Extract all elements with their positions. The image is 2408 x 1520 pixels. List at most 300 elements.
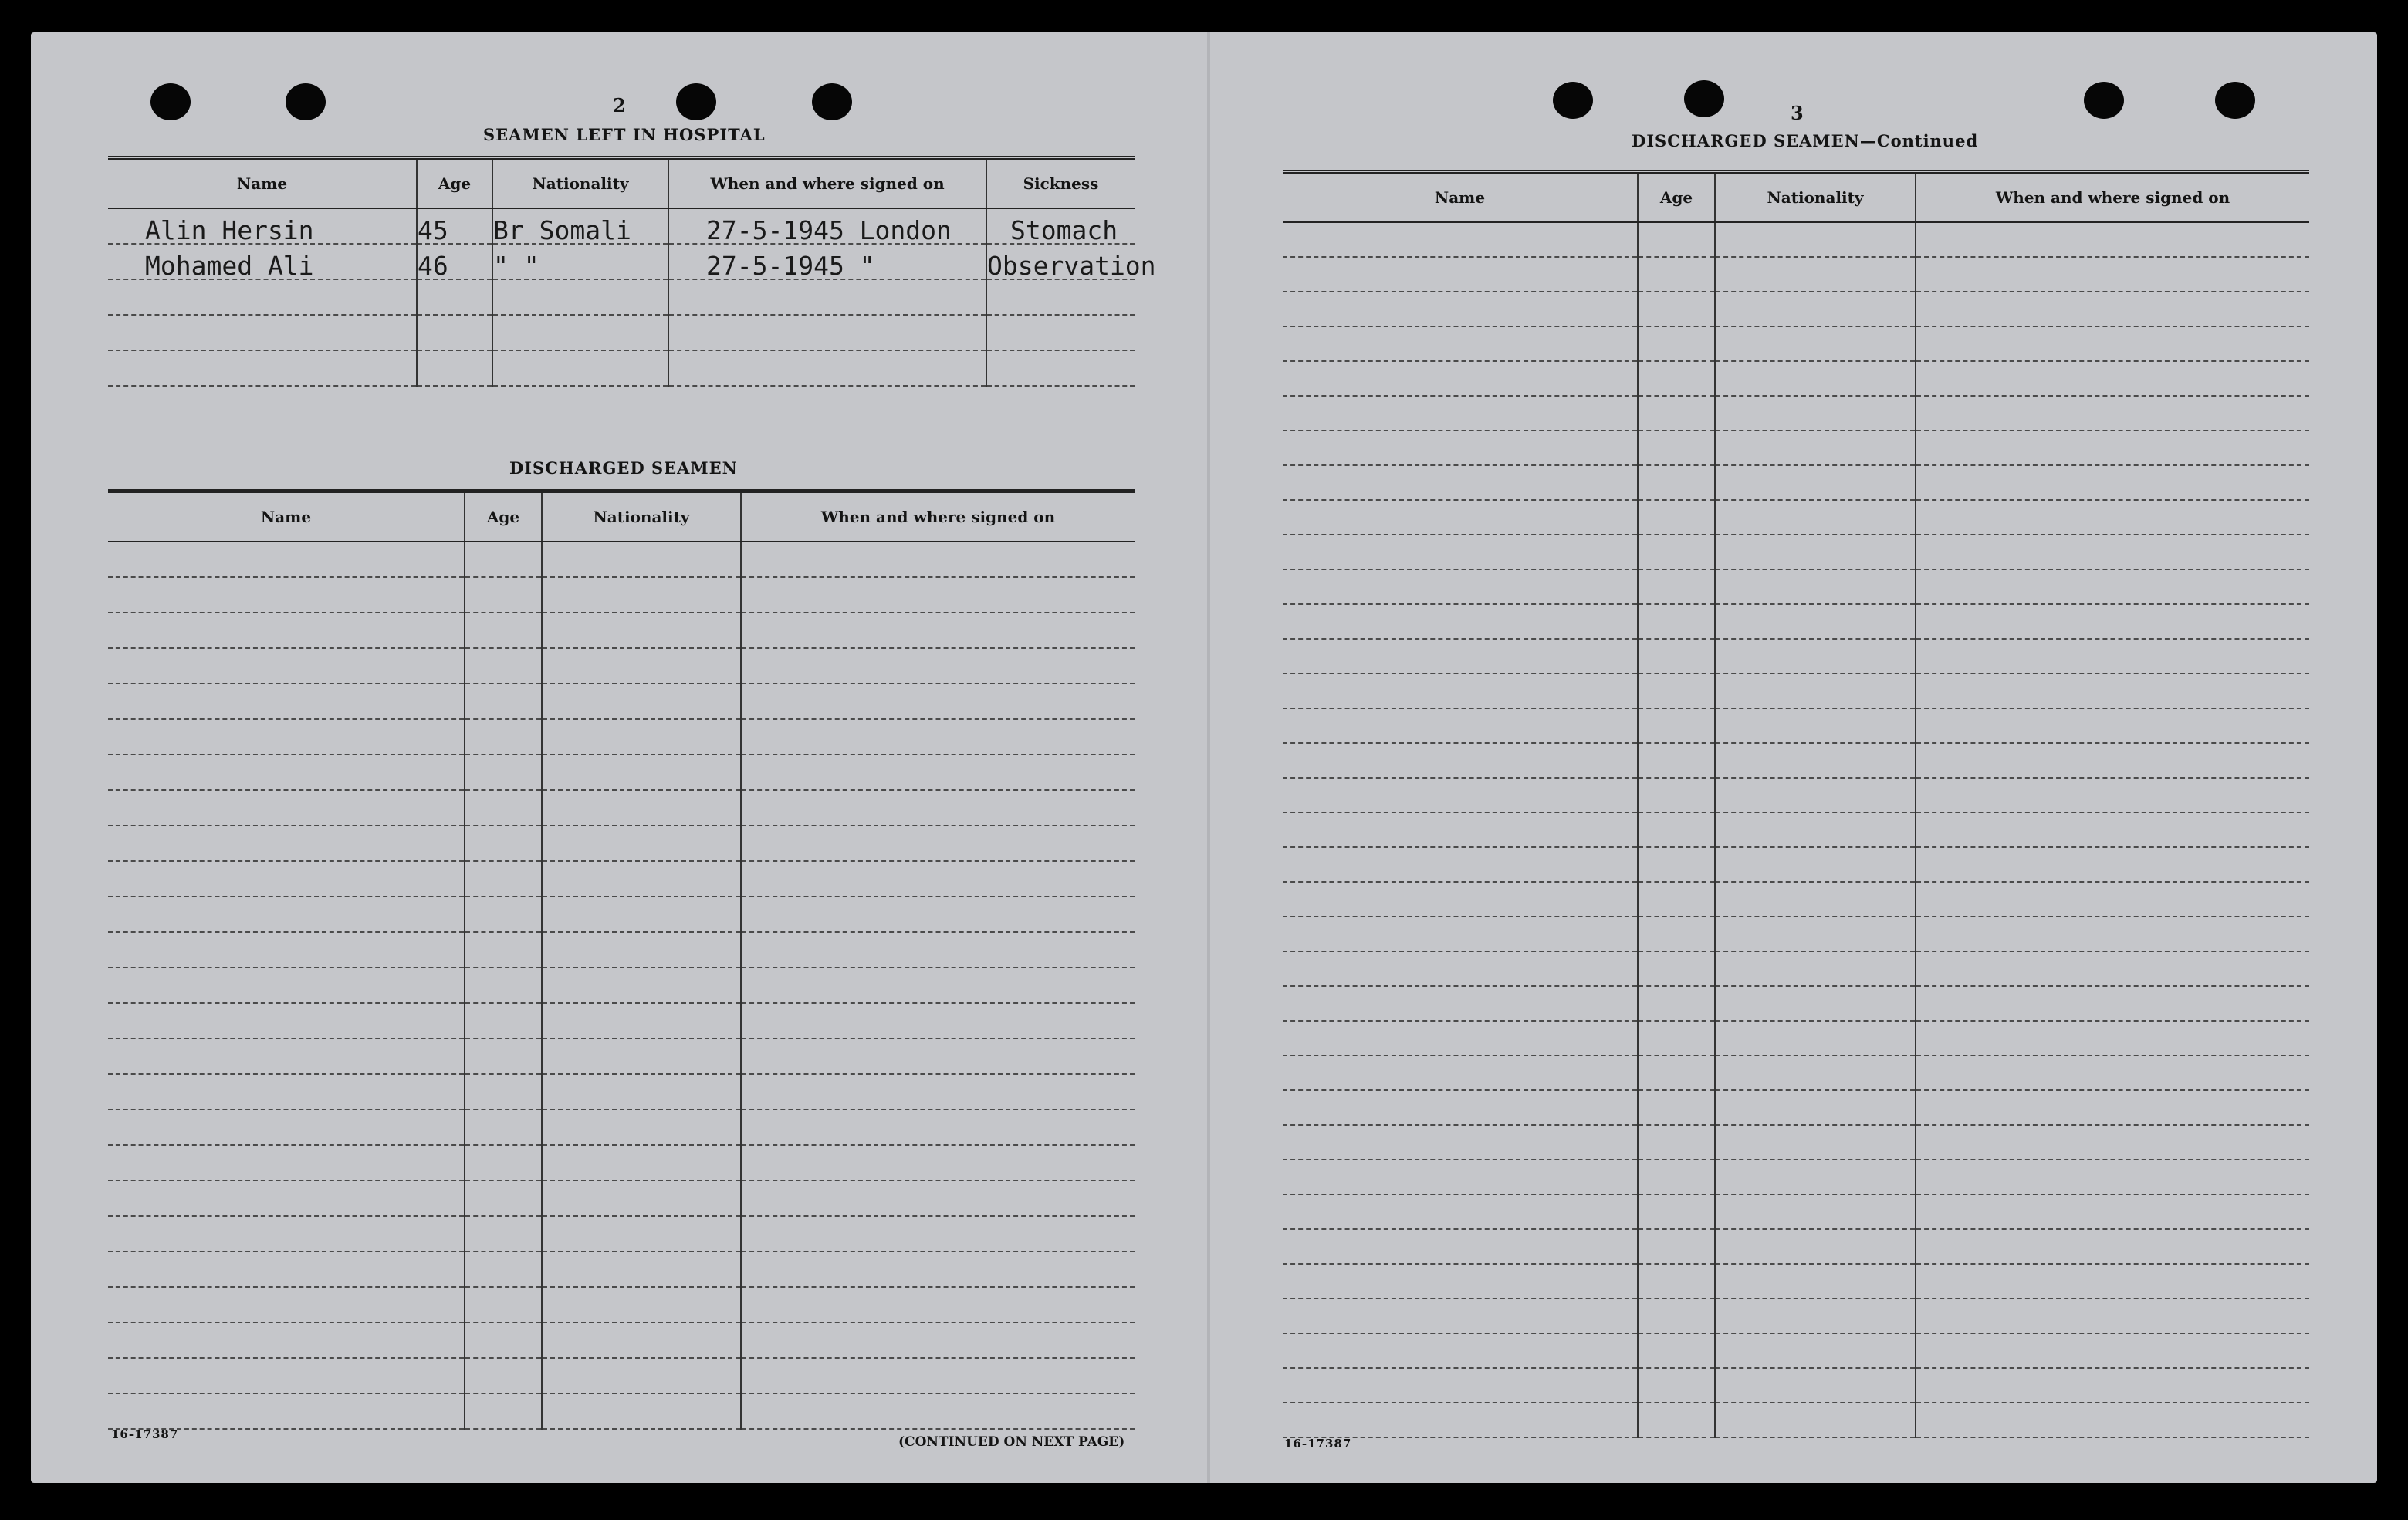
empty-cell: [542, 1145, 741, 1181]
empty-cell: [465, 1287, 542, 1322]
seaman-name: Mohamed Ali: [108, 244, 417, 279]
empty-cell: [741, 1074, 1135, 1110]
hospital-header-row: [108, 158, 1135, 209]
table-row: [1283, 292, 2309, 326]
empty-cell: [1916, 604, 2309, 639]
seaman-nationality: " ": [492, 244, 668, 279]
hospital-section-title: SEAMEN LEFT IN HOSPITAL: [483, 125, 766, 144]
empty-cell: [741, 648, 1135, 684]
empty-cell: [108, 861, 465, 897]
empty-cell: [1638, 674, 1715, 708]
empty-cell: [1283, 639, 1638, 674]
empty-cell: [1638, 222, 1715, 257]
empty-cell: [1916, 1299, 2309, 1333]
empty-cell: [542, 755, 741, 790]
empty-cell: [108, 1322, 465, 1358]
table-row: [1283, 951, 2309, 986]
empty-cell: [465, 1145, 542, 1181]
empty-cell: [1283, 569, 1638, 604]
empty-cell: [1638, 535, 1715, 569]
table-row: [1283, 1333, 2309, 1368]
empty-cell: [1916, 569, 2309, 604]
empty-cell: [465, 648, 542, 684]
empty-cell: [1916, 951, 2309, 986]
empty-cell: [108, 1358, 465, 1393]
col-header-signed-on: When and where signed on: [668, 158, 986, 209]
empty-cell: [1916, 743, 2309, 778]
right-page-number: 3: [1791, 102, 1804, 124]
empty-cell: [465, 1358, 542, 1393]
right-section-title: DISCHARGED SEAMEN—Continued: [1632, 131, 1979, 150]
empty-cell: [1283, 604, 1638, 639]
empty-cell: [108, 932, 465, 968]
empty-cell: [1283, 257, 1638, 292]
empty-cell: [108, 577, 465, 613]
table-row: [108, 755, 1135, 790]
empty-cell: [1916, 1194, 2309, 1229]
empty-cell: [1283, 1021, 1638, 1056]
empty-cell: [1638, 361, 1715, 396]
table-row: [108, 1110, 1135, 1145]
empty-cell: [741, 861, 1135, 897]
table-row: [1283, 674, 2309, 708]
empty-cell: [1638, 569, 1715, 604]
empty-cell: [741, 1216, 1135, 1251]
table-row: [108, 968, 1135, 1003]
empty-cell: [1916, 257, 2309, 292]
empty-cell: [465, 1074, 542, 1110]
empty-cell: [741, 932, 1135, 968]
table-row: [1283, 1160, 2309, 1194]
empty-cell: [1715, 604, 1916, 639]
empty-cell: [1715, 257, 1916, 292]
table-row: [1283, 535, 2309, 569]
hospital-row: [108, 315, 1135, 350]
empty-cell: [1916, 708, 2309, 743]
empty-cell: [465, 1181, 542, 1216]
empty-cell: [741, 1181, 1135, 1216]
empty-cell: [1638, 639, 1715, 674]
col-header-age: Age: [417, 158, 492, 209]
empty-cell: [542, 613, 741, 648]
empty-cell: [1916, 431, 2309, 465]
empty-cell: [1916, 361, 2309, 396]
table-row: [1283, 257, 2309, 292]
empty-cell: [1715, 1299, 1916, 1333]
table-row: [1283, 847, 2309, 882]
empty-cell: [1916, 986, 2309, 1021]
empty-cell: [1283, 847, 1638, 882]
empty-cell: [1638, 882, 1715, 917]
empty-cell: [1283, 812, 1638, 847]
table-row: [108, 1074, 1135, 1110]
empty-cell: [741, 755, 1135, 790]
punch-hole: [812, 83, 852, 120]
table-row: [108, 1322, 1135, 1358]
col-header-age: Age: [1638, 172, 1715, 223]
discharged-rows: [1283, 222, 2309, 1437]
table-row: [1283, 986, 2309, 1021]
seaman-age: 45: [417, 208, 492, 244]
empty-cell: [741, 1110, 1135, 1145]
empty-cell: [741, 1145, 1135, 1181]
empty-cell: [1283, 465, 1638, 500]
empty-cell: [1715, 917, 1916, 951]
empty-cell: [1715, 569, 1916, 604]
table-row: [1283, 1264, 2309, 1299]
table-row: [1283, 743, 2309, 778]
punch-hole: [2215, 82, 2255, 119]
punch-hole: [1684, 80, 1724, 117]
empty-cell: [465, 1393, 542, 1429]
col-header-signed-on: When and where signed on: [741, 491, 1135, 542]
empty-cell: [1715, 326, 1916, 361]
table-row: [1283, 1125, 2309, 1160]
table-row: [1283, 882, 2309, 917]
empty-cell: [1916, 1021, 2309, 1056]
discharged-table: [108, 489, 1135, 1430]
empty-cell: [1283, 674, 1638, 708]
empty-cell: [1638, 1403, 1715, 1437]
empty-cell: [1283, 1229, 1638, 1264]
empty-cell: [465, 968, 542, 1003]
empty-cell: [1283, 1403, 1638, 1437]
empty-cell: [741, 1358, 1135, 1393]
empty-cell: [1283, 917, 1638, 951]
empty-cell: [1916, 1333, 2309, 1368]
hospital-row: [108, 350, 1135, 386]
empty-cell: [1715, 778, 1916, 812]
col-header-name: Name: [108, 158, 417, 209]
empty-cell: [741, 719, 1135, 755]
table-row: [1283, 1056, 2309, 1090]
col-header-age: Age: [465, 491, 542, 542]
empty-cell: [1715, 1333, 1916, 1368]
empty-cell: [1715, 847, 1916, 882]
empty-cell: [1283, 951, 1638, 986]
empty-cell: [1283, 292, 1638, 326]
empty-cell: [1638, 812, 1715, 847]
table-row: [108, 1251, 1135, 1287]
page-fold: [1207, 32, 1210, 1483]
empty-cell: [741, 1287, 1135, 1322]
empty-cell: [542, 1216, 741, 1251]
empty-cell: [1638, 708, 1715, 743]
empty-cell: [741, 1251, 1135, 1287]
table-row: [108, 897, 1135, 932]
table-row: [108, 1287, 1135, 1322]
empty-cell: [1283, 882, 1638, 917]
table-row: [108, 1358, 1135, 1393]
table-row: [1283, 1194, 2309, 1229]
empty-cell: [1916, 1160, 2309, 1194]
seaman-signed-on: 27-5-1945 London: [668, 208, 986, 244]
empty-cell: [1916, 222, 2309, 257]
empty-cell: [741, 613, 1135, 648]
empty-cell: [465, 790, 542, 826]
table-row: [1283, 604, 2309, 639]
empty-cell: [108, 1216, 465, 1251]
table-row: [1283, 1368, 2309, 1403]
empty-cell: [1638, 1056, 1715, 1090]
empty-cell: [108, 1181, 465, 1216]
table-row: [108, 613, 1135, 648]
table-row: [1283, 465, 2309, 500]
hospital-row: [108, 208, 1135, 244]
empty-cell: [1638, 1194, 1715, 1229]
table-row: [1283, 1021, 2309, 1056]
table-row: [1283, 1403, 2309, 1437]
empty-cell: [542, 684, 741, 719]
table-row: [108, 1393, 1135, 1429]
empty-cell: [741, 577, 1135, 613]
empty-cell: [1715, 743, 1916, 778]
empty-cell: [1638, 1299, 1715, 1333]
empty-cell: [1283, 396, 1638, 431]
empty-cell: [1916, 326, 2309, 361]
empty-cell: [1916, 535, 2309, 569]
table-row: [1283, 1229, 2309, 1264]
empty-cell: [465, 1110, 542, 1145]
left-form-number: 16-17387: [111, 1427, 179, 1441]
empty-cell: [1916, 500, 2309, 535]
punch-hole: [676, 83, 716, 120]
empty-cell: [1916, 1125, 2309, 1160]
empty-cell: [1715, 535, 1916, 569]
empty-cell: [542, 1287, 741, 1322]
empty-cell: [1715, 1368, 1916, 1403]
empty-cell: [1715, 1160, 1916, 1194]
empty-cell: [1638, 500, 1715, 535]
empty-cell: [1283, 361, 1638, 396]
empty-cell: [1916, 1090, 2309, 1125]
empty-cell: [465, 577, 542, 613]
empty-cell: [1283, 986, 1638, 1021]
col-header-nationality: Nationality: [542, 491, 741, 542]
table-row: [1283, 361, 2309, 396]
empty-cell: [741, 542, 1135, 577]
empty-cell: [741, 1039, 1135, 1074]
empty-cell: [741, 826, 1135, 861]
empty-cell: [542, 1039, 741, 1074]
empty-cell: [465, 1251, 542, 1287]
hospital-row: [108, 244, 1135, 279]
empty-cell: [1715, 986, 1916, 1021]
empty-cell: [1715, 1264, 1916, 1299]
empty-cell: [465, 1216, 542, 1251]
table-row: [108, 1216, 1135, 1251]
empty-cell: [1715, 812, 1916, 847]
col-header-name: Name: [108, 491, 465, 542]
discharged-rows: [108, 542, 1135, 1429]
discharged-section-title: DISCHARGED SEAMEN: [509, 458, 738, 478]
empty-cell: [1916, 778, 2309, 812]
empty-cell: [542, 719, 741, 755]
empty-cell: [1916, 917, 2309, 951]
empty-cell: [108, 613, 465, 648]
empty-cell: [465, 684, 542, 719]
empty-cell: [542, 790, 741, 826]
empty-cell: [542, 826, 741, 861]
empty-cell: [1715, 1194, 1916, 1229]
empty-cell: [1916, 1403, 2309, 1437]
table-row: [108, 790, 1135, 826]
table-row: [108, 861, 1135, 897]
empty-cell: [542, 542, 741, 577]
table-row: [1283, 778, 2309, 812]
empty-cell: [1916, 396, 2309, 431]
empty-cell: [108, 1110, 465, 1145]
table-row: [108, 1003, 1135, 1039]
empty-cell: [108, 897, 465, 932]
col-header-name: Name: [1283, 172, 1638, 223]
empty-cell: [1715, 674, 1916, 708]
empty-cell: [1283, 1160, 1638, 1194]
empty-cell: [1715, 708, 1916, 743]
discharged-header-row: [108, 491, 1135, 542]
empty-cell: [108, 719, 465, 755]
empty-cell: [1638, 292, 1715, 326]
col-header-sickness: Sickness: [986, 158, 1135, 209]
empty-cell: [542, 1393, 741, 1429]
right-discharged-table: [1283, 170, 2309, 1438]
empty-cell: [108, 1074, 465, 1110]
punch-hole: [2084, 82, 2124, 119]
empty-cell: [1715, 1403, 1916, 1437]
empty-cell: [108, 1003, 465, 1039]
empty-cell: [1638, 431, 1715, 465]
empty-cell: [465, 719, 542, 755]
table-row: [1283, 431, 2309, 465]
empty-cell: [1638, 1021, 1715, 1056]
table-row: [108, 1039, 1135, 1074]
empty-cell: [1916, 1368, 2309, 1403]
hospital-row: [108, 279, 1135, 315]
empty-cell: [108, 1287, 465, 1322]
empty-cell: [1638, 1368, 1715, 1403]
empty-cell: [1638, 1090, 1715, 1125]
empty-cell: [1283, 1264, 1638, 1299]
table-row: [1283, 396, 2309, 431]
empty-cell: [741, 1322, 1135, 1358]
seaman-signed-on: 27-5-1945 ": [668, 244, 986, 279]
empty-cell: [1638, 1160, 1715, 1194]
table-row: [108, 684, 1135, 719]
empty-cell: [1715, 465, 1916, 500]
empty-cell: [741, 968, 1135, 1003]
empty-cell: [1715, 639, 1916, 674]
empty-cell: [1916, 882, 2309, 917]
empty-cell: [741, 897, 1135, 932]
empty-cell: [1638, 257, 1715, 292]
document-page: [31, 32, 2377, 1483]
table-row: [1283, 812, 2309, 847]
empty-cell: [1283, 1125, 1638, 1160]
empty-cell: [1916, 1056, 2309, 1090]
empty-cell: [1715, 292, 1916, 326]
empty-cell: [741, 684, 1135, 719]
empty-cell: [1638, 326, 1715, 361]
empty-cell: [1638, 917, 1715, 951]
empty-cell: [542, 1110, 741, 1145]
empty-cell: [542, 1181, 741, 1216]
empty-cell: [465, 755, 542, 790]
table-row: [108, 719, 1135, 755]
seaman-sickness: Stomach: [986, 208, 1135, 244]
empty-cell: [1283, 1368, 1638, 1403]
empty-cell: [1638, 1333, 1715, 1368]
empty-cell: [108, 968, 465, 1003]
empty-cell: [465, 542, 542, 577]
continued-note: (CONTINUED ON NEXT PAGE): [898, 1434, 1125, 1450]
empty-cell: [542, 1003, 741, 1039]
empty-cell: [1715, 500, 1916, 535]
table-row: [108, 826, 1135, 861]
empty-cell: [108, 684, 465, 719]
empty-cell: [108, 755, 465, 790]
empty-cell: [1715, 1090, 1916, 1125]
empty-cell: [1283, 1056, 1638, 1090]
empty-cell: [1715, 431, 1916, 465]
right-form-number: 16-17387: [1284, 1437, 1352, 1451]
empty-cell: [1283, 1194, 1638, 1229]
empty-cell: [108, 1145, 465, 1181]
empty-cell: [465, 1039, 542, 1074]
empty-cell: [465, 897, 542, 932]
empty-cell: [1715, 222, 1916, 257]
punch-hole: [150, 83, 191, 120]
empty-cell: [1916, 1229, 2309, 1264]
empty-cell: [1283, 1333, 1638, 1368]
table-row: [1283, 639, 2309, 674]
empty-cell: [1916, 465, 2309, 500]
empty-cell: [1638, 986, 1715, 1021]
empty-cell: [542, 577, 741, 613]
empty-cell: [108, 790, 465, 826]
table-row: [1283, 500, 2309, 535]
empty-cell: [542, 1322, 741, 1358]
seaman-age: 46: [417, 244, 492, 279]
empty-cell: [1638, 1264, 1715, 1299]
empty-cell: [1715, 951, 1916, 986]
empty-cell: [542, 648, 741, 684]
empty-cell: [542, 861, 741, 897]
empty-cell: [1715, 1229, 1916, 1264]
empty-cell: [465, 1322, 542, 1358]
empty-cell: [1715, 1056, 1916, 1090]
empty-cell: [465, 826, 542, 861]
empty-cell: [1283, 222, 1638, 257]
empty-cell: [1283, 431, 1638, 465]
empty-cell: [1715, 361, 1916, 396]
seaman-nationality: Br Somali: [492, 208, 668, 244]
empty-cell: [108, 826, 465, 861]
table-row: [1283, 569, 2309, 604]
empty-cell: [465, 1003, 542, 1039]
table-row: [1283, 1090, 2309, 1125]
empty-cell: [542, 1358, 741, 1393]
empty-cell: [542, 932, 741, 968]
right-header-row: [1283, 172, 2309, 223]
table-row: [1283, 326, 2309, 361]
empty-cell: [1916, 812, 2309, 847]
empty-cell: [1283, 500, 1638, 535]
table-row: [108, 648, 1135, 684]
empty-cell: [542, 1251, 741, 1287]
empty-cell: [1283, 535, 1638, 569]
empty-cell: [1638, 951, 1715, 986]
table-row: [1283, 708, 2309, 743]
